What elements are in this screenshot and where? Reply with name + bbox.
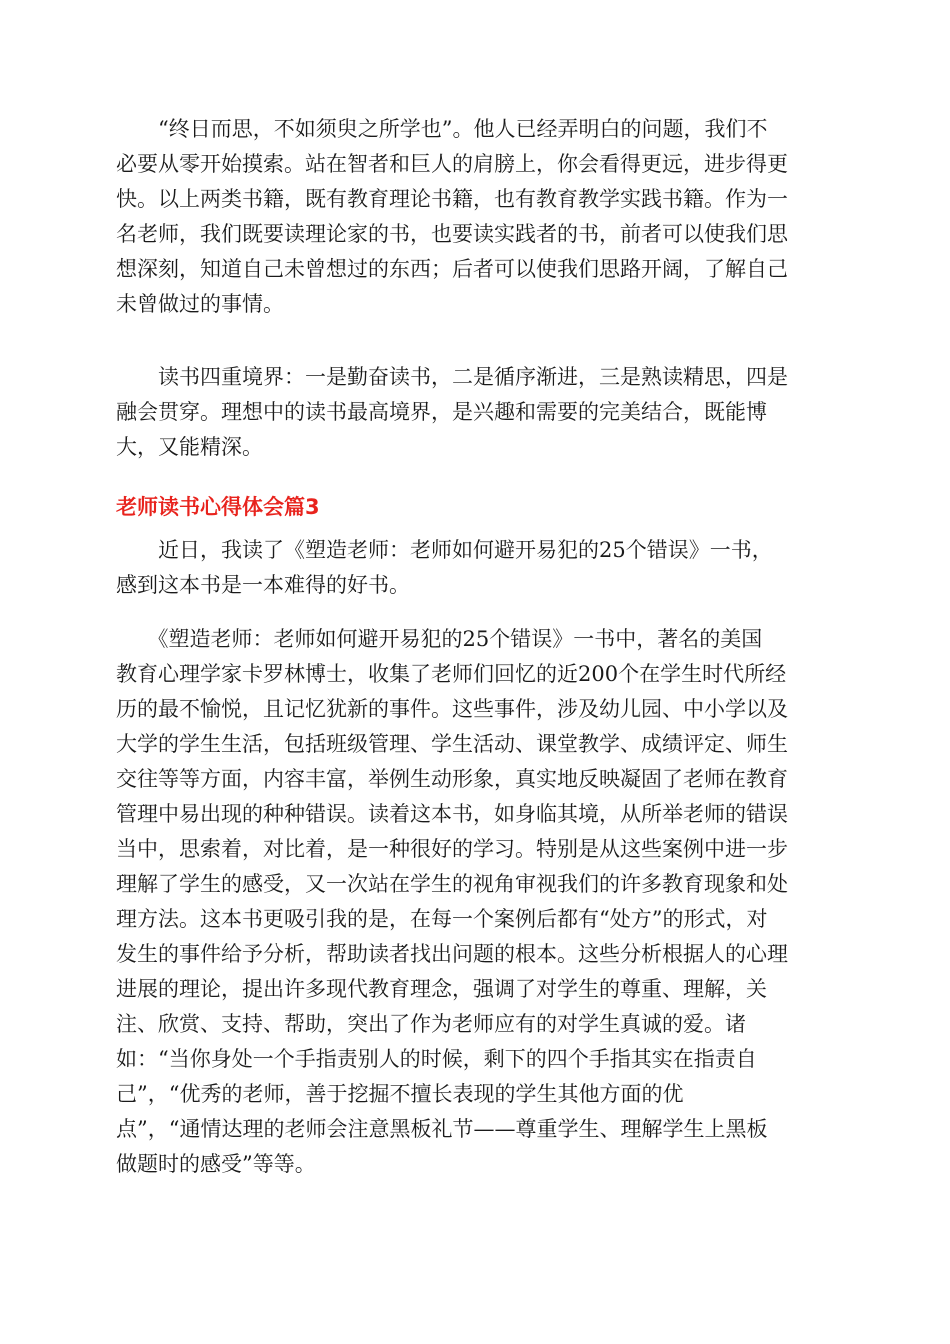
paragraph-learning: [116, 112, 836, 322]
text-line: 如：“当你身处一个手指责别人的时候，剩下的四个手指其实在指责自: [116, 1047, 757, 1071]
text-line: 管理中易出现的种种错误。读着这本书，如身临其境，从所举老师的错误: [116, 802, 788, 826]
text-line: 当中，思索着，对比着，是一种很好的学习。特别是从这些案例中进一步: [116, 837, 788, 861]
text-line: 近日，我读了《塑造老师：老师如何避开易犯的25个错误》一书，: [116, 538, 773, 562]
text-line: 未曾做过的事情。: [116, 292, 284, 316]
text-line: 大，又能精深。: [116, 435, 263, 459]
text-line: 名老师，我们既要读理论家的书，也要读实践者的书，前者可以使我们思: [116, 222, 788, 246]
text-line: 想深刻，知道自己未曾想过的东西；后者可以使我们思路开阔，了解自己: [116, 257, 788, 281]
paragraph-reading-levels: [116, 360, 836, 465]
text-line: 发生的事件给予分析，帮助读者找出问题的根本。这些分析根据人的心理: [116, 942, 788, 966]
text-line: 点”，“通情达理的老师会注意黑板礼节——尊重学生、理解学生上黑板: [116, 1117, 768, 1141]
text-line: 理解了学生的感受，又一次站在学生的视角审视我们的许多教育现象和处: [116, 872, 788, 896]
text-line: 理方法。这本书更吸引我的是，在每一个案例后都有“处方”的形式，对: [116, 907, 768, 931]
text-line: 做题时的感受”等等。: [116, 1152, 316, 1176]
section-heading: 老师读书心得体会篇3: [116, 495, 320, 519]
text-line: 读书四重境界：一是勤奋读书，二是循序渐进，三是熟读精思，四是: [116, 365, 788, 389]
text-line: 必要从零开始摸索。站在智者和巨人的肩膀上，你会看得更远，进步得更: [116, 152, 788, 176]
paragraph-intro: [116, 533, 836, 603]
text-line: 进展的理论，提出许多现代教育理念，强调了对学生的尊重、理解，关: [116, 977, 767, 1001]
text-line: “终日而思，不如须臾之所学也”。他人已经弄明白的问题，我们不: [116, 117, 768, 141]
text-line: 教育心理学家卡罗林博士，收集了老师们回忆的近200个在学生时代所经: [116, 662, 787, 686]
text-line: 交往等等方面，内容丰富，举例生动形象，真实地反映凝固了老师在教育: [116, 767, 788, 791]
text-line: 大学的学生生活，包括班级管理、学生活动、课堂教学、成绩评定、师生: [116, 732, 788, 756]
text-line: 己”，“优秀的老师，善于挖掘不擅长表现的学生其他方面的优: [116, 1082, 684, 1106]
text-line: 快。以上两类书籍，既有教育理论书籍，也有教育教学实践书籍。作为一: [116, 187, 788, 211]
text-line: 历的最不愉悦，且记忆犹新的事件。这些事件，涉及幼儿园、中小学以及: [116, 697, 788, 721]
text-line: 融会贯穿。理想中的读书最高境界，是兴趣和需要的完美结合，既能博: [116, 400, 767, 424]
text-line: 注、欣赏、支持、帮助，突出了作为老师应有的对学生真诚的爱。诸: [116, 1012, 746, 1036]
text-line: 《塑造老师：老师如何避开易犯的25个错误》一书中，著名的美国: [116, 627, 763, 651]
text-line: 感到这本书是一本难得的好书。: [116, 573, 410, 597]
paragraph-book-review: [116, 622, 836, 1182]
